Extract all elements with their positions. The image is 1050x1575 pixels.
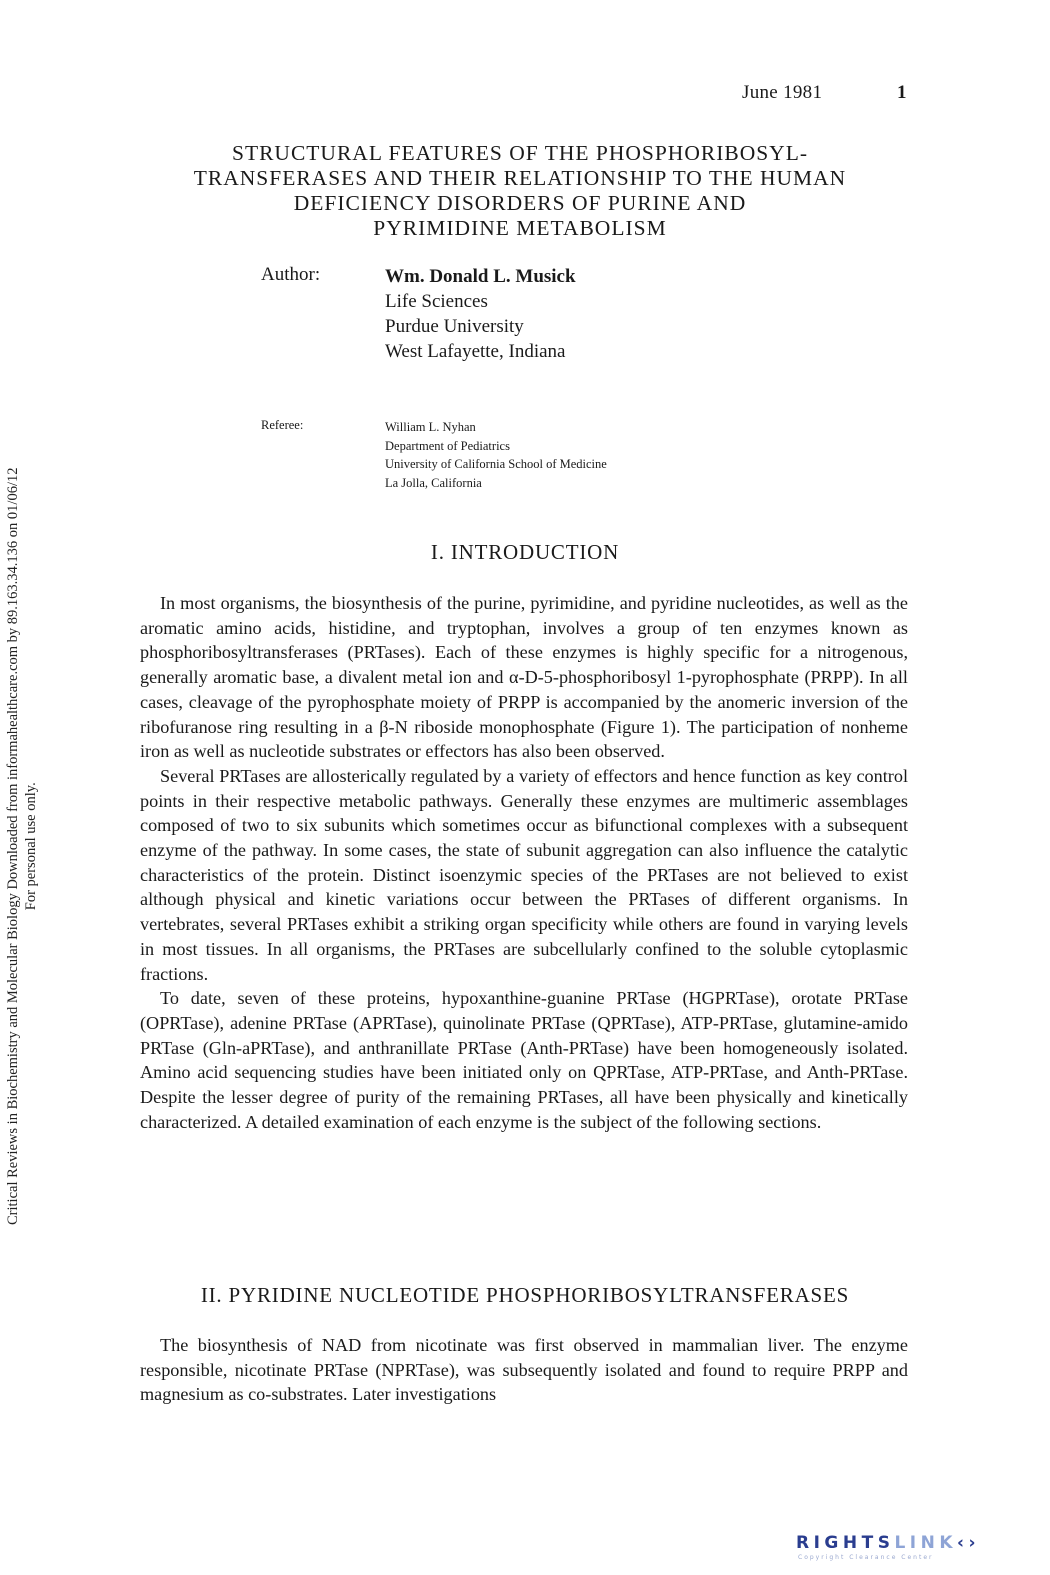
title-line: PYRIMIDINE METABOLISM [373,216,667,240]
paragraph: Several PRTases are allosterically regulated by a variety of effectors and hence function as key control points in their respective metabolic pathways. Generally these enzymes are multimeric assemblages composed of two to six subunits which sometimes occur as bifunctional complexes with a subsequent enzyme of the pathway. In some cases, the state of subunit aggregation can also influence the catalytic characteristics of the protein. Distinct isoenzymic species of the PRTases are not believed to exist although physical and kinetic variations occur between the PRTases of different organisms. In vertebrates, several PRTases exhibit a striking organ specificity while others are found in varying levels in most tissues. In all organisms, the PRTases are subcellularly confined to the soluble cytoplasmic fractions. [140,765,908,984]
referee-line: Department of Pediatrics [385,438,510,453]
watermark-line: Critical Reviews in Biochemistry and Molecular Biology Downloaded from informahealthcare.com by 89.163.34.136 on 01/06/12 [5,467,21,1225]
referee-line: University of California School of Medicine [385,457,607,471]
page-header-date: June 1981 [742,82,823,103]
page-number: 1 [897,82,907,103]
title-line: TRANSFERASES AND THEIR RELATIONSHIP TO THE HUMAN [193,166,847,190]
paragraph: The biosynthesis of NAD from nicotinate was first observed in mammalian liver. The enzyme responsible, nicotinate PRTase (NPRTase), was subsequently isolated and found to require PRPP and magnesium as co-substrates. Later investigations [140,1335,908,1405]
section-heading-introduction: I. INTRODUCTION [430,540,620,564]
author-affiliation-line: Purdue University [385,316,524,337]
title-line: DEFICIENCY DISORDERS OF PURINE AND [293,191,747,215]
pyridine-body [140,1333,908,1407]
paragraph: In most organisms, the biosynthesis of the purine, pyrimidine, and pyridine nucleotides, as well as the aromatic amino acids, histidine, and tryptophan, involves a group of ten enzymes known as phosphoribosyltransferases (PRTases). Each of these enzymes is highly specific for a nitrogenous, generally aromatic base, a divalent metal ion and α-D-5-phosphoribosyl 1-pyrophosphate (PRPP). In all cases, cleavage of the pyrophosphate moiety of PRPP is accompanied by the anomeric inversion of the ribofuranose ring resulting in a β-N riboside monophosphate (Figure 1). The participation of nonheme iron as well as nucleotide substrates or effectors has also been observed. [140,593,908,762]
referee-label: Referee: [261,418,304,432]
rightslink-logo-text-dark: RIGHTS [796,1533,895,1553]
article-title [130,141,910,241]
download-watermark [4,468,40,1225]
rightslink-subtitle: Copyright Clearance Center [798,1554,934,1561]
referee-line: La Jolla, California [385,475,482,490]
referee-line: William L. Nyhan [385,420,476,434]
introduction-body [140,591,908,1134]
author-block [385,264,576,364]
paragraph: To date, seven of these proteins, hypoxanthine-guanine PRTase (HGPRTase), orotate PRTase (OPRTase), adenine PRTase (APRTase), quinolinate PRTase (QPRTase), ATP-PRTase, glutamine-amido PRTase (Gln-aPRTase), and anthranillate PRTase (Anth-PRTase) have been homogeneously isolated. Amino acid sequencing studies have been initiated only on QPRTase, ATP-PRTase, and Anth-PRTase. Despite the lesser degree of purity of the remaining PRTases, all have been physically and kinetically characterized. A detailed examination of each enzyme is the subject of the following sections. [140,988,908,1132]
rightslink-arrows-icon: ‹› [957,1533,981,1553]
author-affiliation-line: West Lafayette, Indiana [385,341,566,362]
author-name: Wm. Donald L. Musick [385,266,576,287]
rightslink-logo[interactable] [796,1533,1026,1561]
author-label: Author: [261,264,321,285]
referee-block [385,418,607,492]
watermark-line: For personal use only. [23,782,39,911]
section-heading-pyridine: II. PYRIDINE NUCLEOTIDE PHOSPHORIBOSYLTRANSFERASES [200,1283,850,1307]
rightslink-logo-text-light: LINK [894,1533,957,1553]
author-affiliation-line: Life Sciences [385,291,488,312]
title-line: STRUCTURAL FEATURES OF THE PHOSPHORIBOSYL- [232,141,808,165]
